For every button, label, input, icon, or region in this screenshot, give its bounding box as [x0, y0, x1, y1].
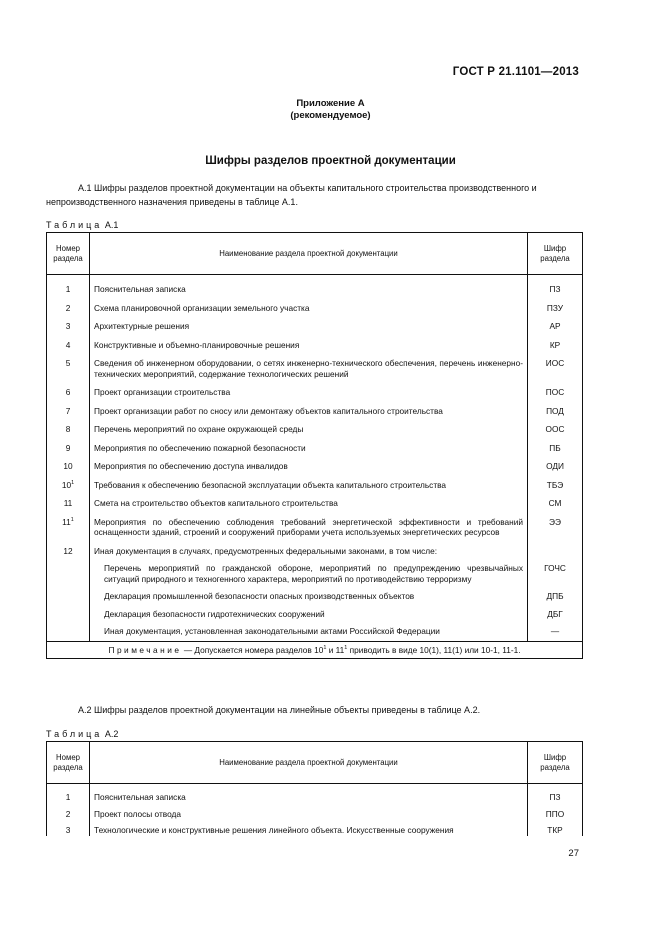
table-subrow	[47, 556, 583, 584]
table-caption-word: Таблица	[46, 220, 103, 230]
row-code: —	[528, 619, 583, 641]
row-number: 11	[47, 490, 90, 509]
table-a2	[46, 741, 583, 836]
row-number: 4	[47, 332, 90, 351]
row-number: $11^1$	[47, 509, 90, 538]
row-name: Иная документация в случаях, предусмотренных федеральными законами, в том числе:	[94, 545, 438, 556]
row-number: 10	[47, 453, 90, 472]
row-code: ЭЭ	[528, 509, 583, 538]
table-caption-word: Таблица	[46, 729, 103, 739]
table-caption-number: А.2	[104, 729, 119, 739]
table-a1-note	[47, 641, 583, 658]
row-name: Пояснительная записка	[94, 792, 186, 802]
appendix-title: Приложение А	[296, 98, 365, 109]
row-number: 12	[47, 538, 90, 557]
row-number: 7	[47, 398, 90, 417]
row-name: Перечень мероприятий по охране окружающей среды	[94, 424, 304, 434]
row-code: КР	[528, 332, 583, 351]
row-number: 3	[47, 819, 90, 836]
row-name: Иная документация, установленная законодательными актами Российской Федерации	[104, 626, 440, 636]
row-name: Проект организации работ по сносу или демонтажу объектов капитального строительства	[94, 405, 443, 416]
table-row	[47, 275, 583, 295]
table-row	[47, 538, 583, 557]
header-number: Номер раздела	[47, 233, 90, 275]
header-code: Шифр раздела	[528, 742, 583, 784]
row-number: 1	[47, 784, 90, 803]
row-name: Технологические и конструктивные решения линейного объекта. Искусственные сооружения	[94, 825, 454, 835]
table-row	[47, 435, 583, 454]
table-row	[47, 379, 583, 398]
row-code: АР	[528, 313, 583, 332]
table-subrow	[47, 602, 583, 620]
row-code: ППО	[528, 803, 583, 820]
row-number: 1	[47, 275, 90, 295]
row-name: Декларация промышленной безопасности опасных производственных объектов	[104, 591, 415, 601]
table-row	[47, 490, 583, 509]
row-name: Смета на строительство объектов капитального строительства	[94, 498, 338, 508]
row-number: 2	[47, 295, 90, 314]
row-number: 6	[47, 379, 90, 398]
row-number	[47, 602, 90, 620]
row-number: $10^1$	[47, 472, 90, 491]
row-code	[528, 538, 583, 557]
row-number	[47, 584, 90, 602]
document-code: ГОСТ Р 21.1101—2013	[452, 66, 579, 78]
row-code: СМ	[528, 490, 583, 509]
paragraph-a1: А.1 Шифры разделов проектной документации на объекты капитального строительства производственного и непроизводственного назначения приведены в таблице А.1.	[46, 183, 537, 207]
row-number: 5	[47, 350, 90, 379]
row-code: ОДИ	[528, 453, 583, 472]
table-a1-body	[47, 275, 583, 642]
row-name: Архитектурные решения	[94, 321, 190, 331]
table-row	[47, 472, 583, 491]
row-name: Мероприятия по обеспечению соблюдения требований энергетической эффективности и требований оснащенности зданий, строений и сооружений приборами учета используемых энергетических ресурсов	[94, 516, 523, 537]
row-name: Мероприятия по обеспечению доступа инвалидов	[94, 461, 288, 471]
table-row	[47, 332, 583, 351]
header-name: Наименование раздела проектной документации	[90, 742, 528, 784]
table-a1	[46, 232, 583, 659]
table-a2-body	[47, 784, 583, 836]
row-code: ДПБ	[528, 584, 583, 602]
row-code: ПБ	[528, 435, 583, 454]
header-name: Наименование раздела проектной документации	[90, 233, 528, 275]
row-code: ДБГ	[528, 602, 583, 620]
table-header-row	[47, 742, 583, 784]
row-number: 8	[47, 416, 90, 435]
row-code: ПОД	[528, 398, 583, 417]
table-row	[47, 350, 583, 379]
table-subrow	[47, 584, 583, 602]
row-number: 3	[47, 313, 90, 332]
row-code: ПЗ	[528, 784, 583, 803]
header-number: Номер раздела	[47, 742, 90, 784]
row-name: Пояснительная записка	[94, 284, 186, 294]
row-name: Схема планировочной организации земельного участка	[94, 302, 310, 313]
note-text: Примечание — Допускается номера разделов $10^1$ и $11^1$ приводить в виде 10(1), 11(1) или 10-1, 11-1.	[47, 641, 583, 658]
table-row	[47, 509, 583, 538]
table-row	[47, 803, 583, 820]
section-title: Шифры разделов проектной документации	[205, 155, 456, 167]
table-row	[47, 398, 583, 417]
row-code: ООС	[528, 416, 583, 435]
row-code: ПЗ	[528, 275, 583, 295]
appendix-heading	[0, 98, 661, 122]
table-header-row	[47, 233, 583, 275]
page-number: 27	[568, 848, 579, 859]
row-number	[47, 556, 90, 584]
row-name: Перечень мероприятий по гражданской обороне, мероприятий по предупреждению чрезвычайных ситуаций природного и техногенного характера, мероприятий по противодействию терроризму	[104, 563, 523, 584]
row-code: ГОЧС	[528, 556, 583, 584]
row-number: 2	[47, 803, 90, 820]
row-name: Проект организации строительства	[94, 387, 231, 397]
table-subrow	[47, 619, 583, 641]
table-caption-number: А.1	[104, 220, 119, 230]
header-code: Шифр раздела	[528, 233, 583, 275]
table-row	[47, 453, 583, 472]
table-row	[47, 295, 583, 314]
row-name: Мероприятия по обеспечению пожарной безопасности	[94, 442, 306, 453]
table-row	[47, 416, 583, 435]
row-number	[47, 619, 90, 641]
row-number: 9	[47, 435, 90, 454]
paragraph-a2: А.2 Шифры разделов проектной документации на линейные объекты приведены в таблице А.2.	[78, 705, 481, 715]
row-name: Конструктивные и объемно-планировочные решения	[94, 339, 300, 350]
row-name: Требования к обеспечению безопасной эксплуатации объекта капитального строительства	[94, 479, 447, 490]
row-code: ТКР	[528, 819, 583, 836]
table-row	[47, 313, 583, 332]
row-name: Проект полосы отвода	[94, 808, 181, 819]
appendix-subtitle: (рекомендуемое)	[290, 110, 371, 121]
table-a2-caption	[46, 729, 118, 739]
row-code: ПОС	[528, 379, 583, 398]
table-a1-caption	[46, 220, 118, 230]
table-row	[47, 784, 583, 803]
table-row	[47, 819, 583, 836]
row-code: ПЗУ	[528, 295, 583, 314]
row-code: ИОС	[528, 350, 583, 379]
row-name: Декларация безопасности гидротехнических сооружений	[104, 608, 325, 619]
row-name: Сведения об инженерном оборудовании, о сетях инженерно-технического обеспечения, перечень инженерно-технических мероприятий, содержание технологических решений	[94, 358, 523, 379]
row-code: ТБЭ	[528, 472, 583, 491]
